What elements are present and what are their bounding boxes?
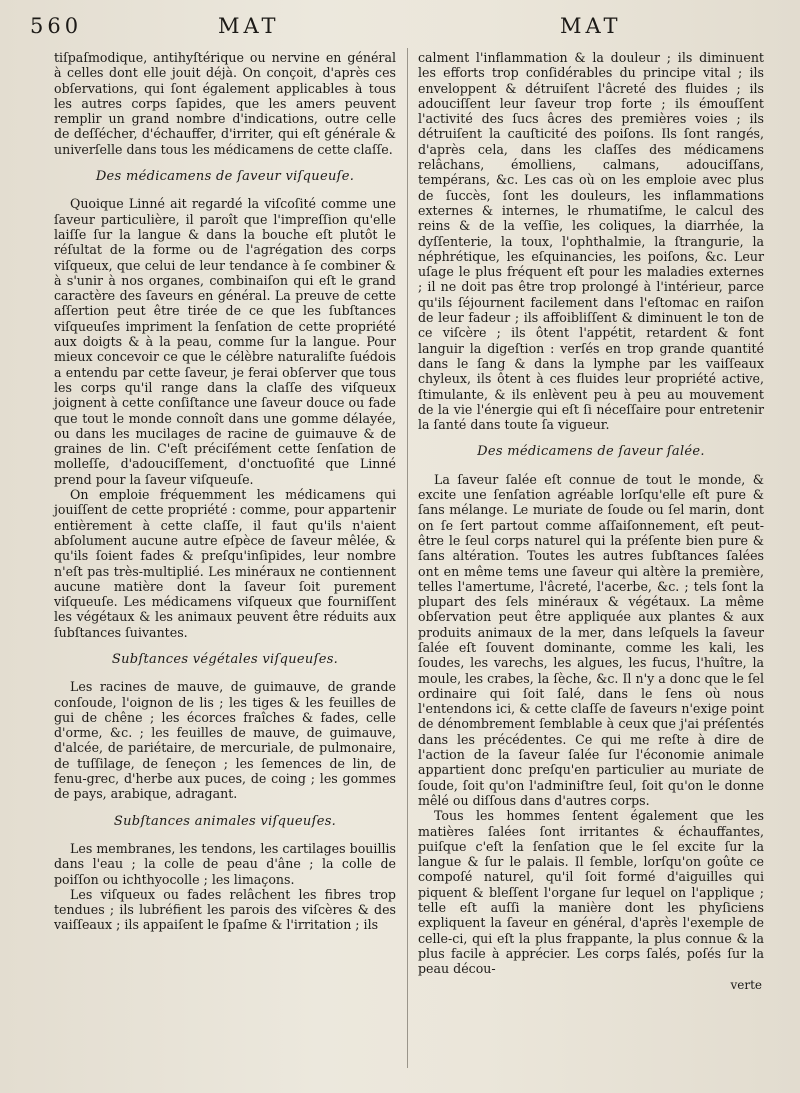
paragraph: Les viſqueux ou fades relâchent les fibres trop tendues ; ils lubréfient les parois des viſcères & des vaiſſeaux ; ils appaiſent le ſpaſme & l'irritation ; ils: [54, 886, 396, 933]
running-head-right: MAT: [560, 14, 622, 38]
right-column: [418, 50, 764, 993]
paragraph: Les membranes, les tendons, les cartilages bouillis dans l'eau ; la colle de peau d'âne ; la colle de poiſſon ou ichthyocolle ; les limaçons.: [54, 840, 396, 887]
paragraph: tiſpaſmodique, antihyſtérique ou nervine en général à celles dont elle jouit déjà. On conçoit, d'après ces obſervations, qui ſont également applicables à tous les autres corps ſapides, que les amers peuvent remplir un grand nombre d'indications, outre celle de deſſécher, d'échauffer, d'irriter, qui eſt générale & univerſelle dans tous les médicamens de cette claſſe.: [54, 50, 396, 157]
running-header: [30, 14, 770, 46]
paragraph: Quoique Linné ait regardé la viſcoſité comme une ſaveur particulière, il paroît que l'impreſſion qu'elle laiſſe ſur la langue & dans la bouche eſt plutôt le réſultat de la forme ou de l'agrégation des corps viſqueux, que celui de leur tendance à ſe combiner & à s'unir à nos organes, combinaiſon qui eſt le grand caractère des ſaveurs en général. La preuve de cette aſſertion peut être tirée de ce que les ſubſtances viſqueuſes impriment la ſenſation de cette propriété aux doigts & à la peau, comme ſur la langue. Pour mieux concevoir ce que le célèbre naturaliſte ſuédois a entendu par cette ſaveur, je ferai obſerver que tous les corps qu'il range dans la claſſe des viſqueux joignent à cette conſiſtance une ſaveur douce ou fade que tout le monde connoît dans une gomme délayée, ou dans les mucilages de racine de guimauve & de graines de lin. C'eſt préciſément cette ſenſation de molleſſe, d'adouciſſement, d'onctuoſité que Linné prend pour la ſaveur viſqueuſe.: [54, 196, 396, 487]
paragraph: Les racines de mauve, de guimauve, de grande conſoude, l'oignon de lis ; les tiges & les feuilles de gui de chêne ; les écorces fraîches & fades, celle d'orme, &c. ; les feuilles de mauve, de guimauve, d'alcée, de pariétaire, de mercuriale, de pulmonaire, de tuſſilage, de ſeneçon ; les ſemences de lin, de fenu-grec, d'herbe aux puces, de coing ; les gommes de pays, arabique, adragant.: [54, 679, 396, 802]
paragraph: calment l'inflammation & la douleur ; ils diminuent les efforts trop conſidérables du principe vital ; ils enveloppent & détruiſent l'âcreté des fluides ; ils adouciſſent leur ſaveur trop forte ; ils émouſſent l'activité des ſucs âcres des premières voies ; ils détruiſent la cauſticité des poiſons. Ils ſont rangés, d'après cela, dans les claſſes des médicamens relâchans, émolliens, calmans, adouciſſans, tempérans, &c. Les cas où on les emploie avec plus de ſuccès, ſont les douleurs, les inflammations externes & internes, le rhumatiſme, le calcul des reins & de la veſſie, les coliques, la diarrhée, la dyſſenterie, la toux, l'ophthalmie, la ſtrangurie, la néphrétique, les eſquinancies, les poiſons, &c. Leur uſage le plus fréquent eſt pour les maladies externes ; il ne doit pas être trop prolongé à l'intérieur, parce qu'ils ſéjournent facilement dans l'eſtomac en raiſon de leur fadeur ; ils affoibliſſent & diminuent le ton de ce viſcère ; ils ôtent l'appétit, retardent & font languir la digeſtion : verſés en trop grande quantité dans le ſang & dans la lymphe par les vaiſſeaux chyleux, ils ôtent à ces fluides leur propriété active, ſtimulante, & ils enlèvent peu à peu au mouvement de la vie l'énergie qui eſt ſi néceſſaire pour entretenir la ſanté dans toute ſa vigueur.: [418, 50, 764, 433]
page-number: 560: [30, 14, 83, 38]
section-heading: Subſtances végétales viſqueuſes.: [111, 651, 339, 667]
catchword: verte: [730, 977, 762, 992]
paragraph: La ſaveur ſalée eſt connue de tout le monde, & excite une ſenſation agréable lorſqu'elle eſt pure & ſans mélange. Le muriate de ſoude ou ſel marin, dont on ſe ſert partout comme aſſaiſonnement, eſt peut-être le ſeul corps naturel qui la préſente bien pure & ſans altération. Toutes les autres ſubſtances ſalées ont en même tems une ſaveur qui altère la première, telles l'amertume, l'âcreté, l'acerbe, &c. ; tels ſont la plupart des ſels minéraux & végétaux. La même obſervation peut être appliquée aux plantes & aux produits animaux de la mer, dans leſquels la ſaveur ſalée eſt ſouvent dominante, comme les kali, les ſoudes, les varechs, les algues, les fucus, l'huître, la moule, les crabes, la ſèche, &c. Il n'y a donc que le ſel ordinaire qui ſoit ſalé, dans le ſens où nous l'entendons ici, & cette claſſe de ſaveurs n'exige point de dénombrement ſemblable à ceux que j'ai préſentés dans les précédentes. Ce qui me reſte à dire de l'action de la ſaveur ſalée ſur l'économie animale appartient donc preſqu'en particulier au muriate de ſoude, ſoit qu'on l'adminiſtre ſeul, ſoit qu'on le donne mêlé ou diſſous dans d'autres corps.: [418, 471, 764, 808]
section-heading: Des médicamens de ſaveur ſalée.: [477, 444, 705, 460]
paragraph: On emploie fréquemment les médicamens qui jouiſſent de cette propriété : comme, pour appartenir entièrement à cette claſſe, il faut qu'ils n'aient abſolument aucune autre eſpèce de ſaveur mêlée, & qu'ils ſoient fades & preſqu'inſipides, leur nombre n'eſt pas très-multiplié. Les minéraux ne contiennent aucune matière dont la ſaveur ſoit purement viſqueuſe. Les médicamens viſqueux que fourniſſent les végétaux & les animaux peuvent être réduits aux ſubſtances ſuivantes.: [54, 487, 396, 640]
running-head-left: MAT: [218, 14, 280, 38]
column-divider: [407, 48, 408, 1068]
section-heading: Subſtances animales viſqueuſes.: [113, 813, 337, 829]
section-heading: Des médicamens de ſaveur viſqueuſe.: [95, 169, 355, 185]
paragraph: Tous les hommes ſentent également que les matières ſalées ſont irritantes & échauffantes, puiſque c'eſt la ſenſation que le ſel excite ſur la langue & ſur le palais. Il ſemble, lorſqu'on goûte ce compoſé naturel, qu'il ſoit formé d'aiguilles qui piquent & bleſſent l'organe ſur lequel on l'applique ; telle eſt auſſi la manière dont les phyſiciens expliquent la ſaveur en général, d'après l'exemple de celle-ci, qui eſt la plus frappante, la plus connue & la plus facile à apprécier. Les corps ſalés, poſés ſur la peau décou-: [418, 808, 764, 977]
left-column: [54, 50, 396, 933]
